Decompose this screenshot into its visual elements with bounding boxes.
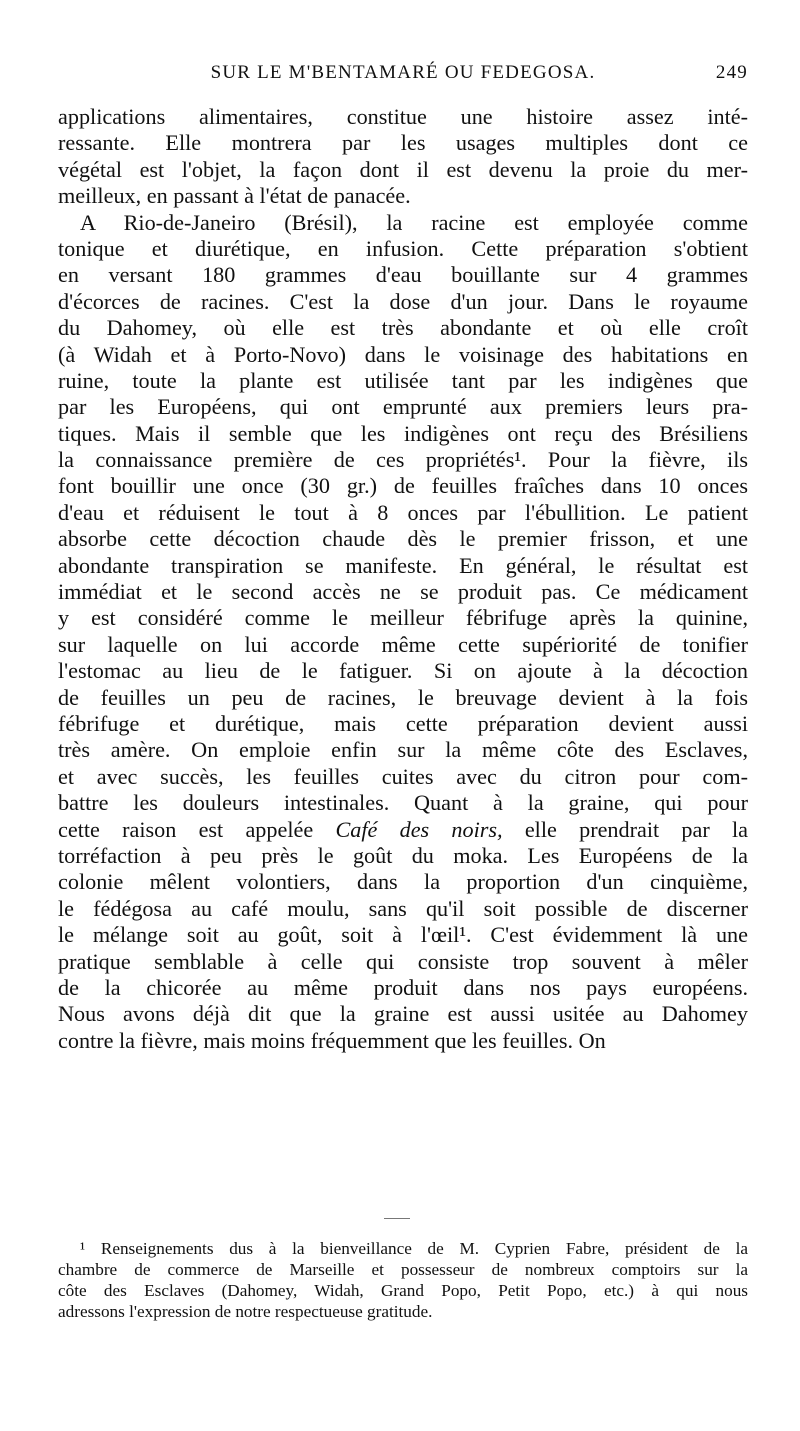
text-line: d'écorces de racines. C'est la dose d'un jour. Dans le royaume bbox=[58, 288, 748, 314]
text-line: le mélange soit au goût, soit à l'œil¹. C'est évidemment là une bbox=[58, 922, 748, 948]
text-line: le fédégosa au café moulu, sans qu'il soit possible de discerner bbox=[58, 895, 748, 921]
text-line: fébrifuge et durétique, mais cette préparation devient aussi bbox=[58, 710, 748, 736]
text-line: y est considéré comme le meilleur fébrifuge après la quinine, bbox=[58, 605, 748, 631]
text-line: la connaissance première de ces propriétés¹. Pour la fièvre, ils bbox=[58, 447, 748, 473]
italic-term: Café des noirs, bbox=[335, 816, 503, 842]
text-line: sur laquelle on lui accorde même cette supériorité de tonifier bbox=[58, 631, 748, 657]
footnote-line: côte des Esclaves (Dahomey, Widah, Grand Popo, Petit Popo, etc.) à qui nous bbox=[58, 1281, 748, 1300]
running-header bbox=[58, 62, 748, 92]
text-line: d'eau et réduisent le tout à 8 onces par l'ébullition. Le patient bbox=[58, 499, 748, 525]
text-line: végétal est l'objet, la façon dont il est devenu la proie du mer- bbox=[58, 156, 748, 182]
main-text bbox=[58, 104, 748, 1054]
text-line: tiques. Mais il semble que les indigènes ont reçu des Brésiliens bbox=[58, 420, 748, 446]
text-line: de feuilles un peu de racines, le breuvage devient à la fois bbox=[58, 684, 748, 710]
text-line: cette raison est appelée Café des noirs, elle prendrait par la bbox=[58, 816, 749, 842]
text-line: ressante. Elle montrera par les usages multiples dont ce bbox=[58, 130, 748, 156]
footnote-line: chambre de commerce de Marseille et possesseur de nombreux comptoirs sur la bbox=[58, 1260, 748, 1279]
text-line: par les Européens, qui ont emprunté aux premiers leurs pra- bbox=[58, 394, 748, 420]
text-line: immédiat et le second accès ne se produit pas. Ce médicament bbox=[58, 579, 748, 605]
text-line: de la chicorée au même produit dans nos pays européens. bbox=[58, 974, 748, 1000]
text-line: applications alimentaires, constitue une histoire assez inté- bbox=[58, 104, 748, 129]
text-line: ruine, toute la plante est utilisée tant par les indigènes que bbox=[58, 367, 748, 393]
text-line: battre les douleurs intestinales. Quant à la graine, qui pour bbox=[58, 790, 748, 816]
text-line: absorbe cette décoction chaude dès le premier frisson, et une bbox=[58, 526, 748, 552]
text-line: contre la fièvre, mais moins fréquemment que les feuilles. On bbox=[58, 1027, 606, 1053]
page-number: 249 bbox=[715, 62, 748, 83]
text-line: (à Widah et à Porto-Novo) dans le voisinage des habitations en bbox=[58, 341, 748, 367]
text-line: font bouillir une once (30 gr.) de feuilles fraîches dans 10 onces bbox=[58, 473, 748, 499]
text-line: meilleux, en passant à l'état de panacée. bbox=[58, 183, 411, 209]
text-line: torréfaction à peu près le goût du moka. Les Européens de la bbox=[58, 842, 748, 868]
footnotes bbox=[58, 1238, 748, 1322]
text-line: très amère. On emploie enfin sur la même côte des Esclaves, bbox=[58, 737, 748, 763]
footnote-line: ¹ Renseignements dus à la bienveillance de M. Cyprien Fabre, président de la bbox=[80, 1239, 748, 1258]
footnote-line: adressons l'expression de notre respectueuse gratitude. bbox=[58, 1302, 433, 1321]
footnote-separator bbox=[384, 1218, 410, 1219]
text-line: du Dahomey, où elle est très abondante et où elle croît bbox=[58, 315, 748, 341]
text-line: pratique semblable à celle qui consiste trop souvent à mêler bbox=[58, 948, 748, 974]
text-line: A Rio-de-Janeiro (Brésil), la racine est employée comme bbox=[80, 209, 748, 235]
running-title: SUR LE M'BENTAMARÉ OU FEDEGOSA. bbox=[210, 62, 596, 83]
text-line: abondante transpiration se manifeste. En général, le résultat est bbox=[58, 552, 748, 578]
text-line: Nous avons déjà dit que la graine est aussi usitée au Dahomey bbox=[58, 1001, 748, 1027]
text-line: colonie mêlent volontiers, dans la proportion d'un cinquième, bbox=[58, 869, 748, 895]
text-line: et avec succès, les feuilles cuites avec du citron pour com- bbox=[58, 763, 748, 789]
text-line: en versant 180 grammes d'eau bouillante sur 4 grammes bbox=[58, 262, 748, 288]
text-line: tonique et diurétique, en infusion. Cette préparation s'obtient bbox=[58, 235, 748, 261]
text-line: l'estomac au lieu de le fatiguer. Si on ajoute à la décoction bbox=[58, 658, 748, 684]
